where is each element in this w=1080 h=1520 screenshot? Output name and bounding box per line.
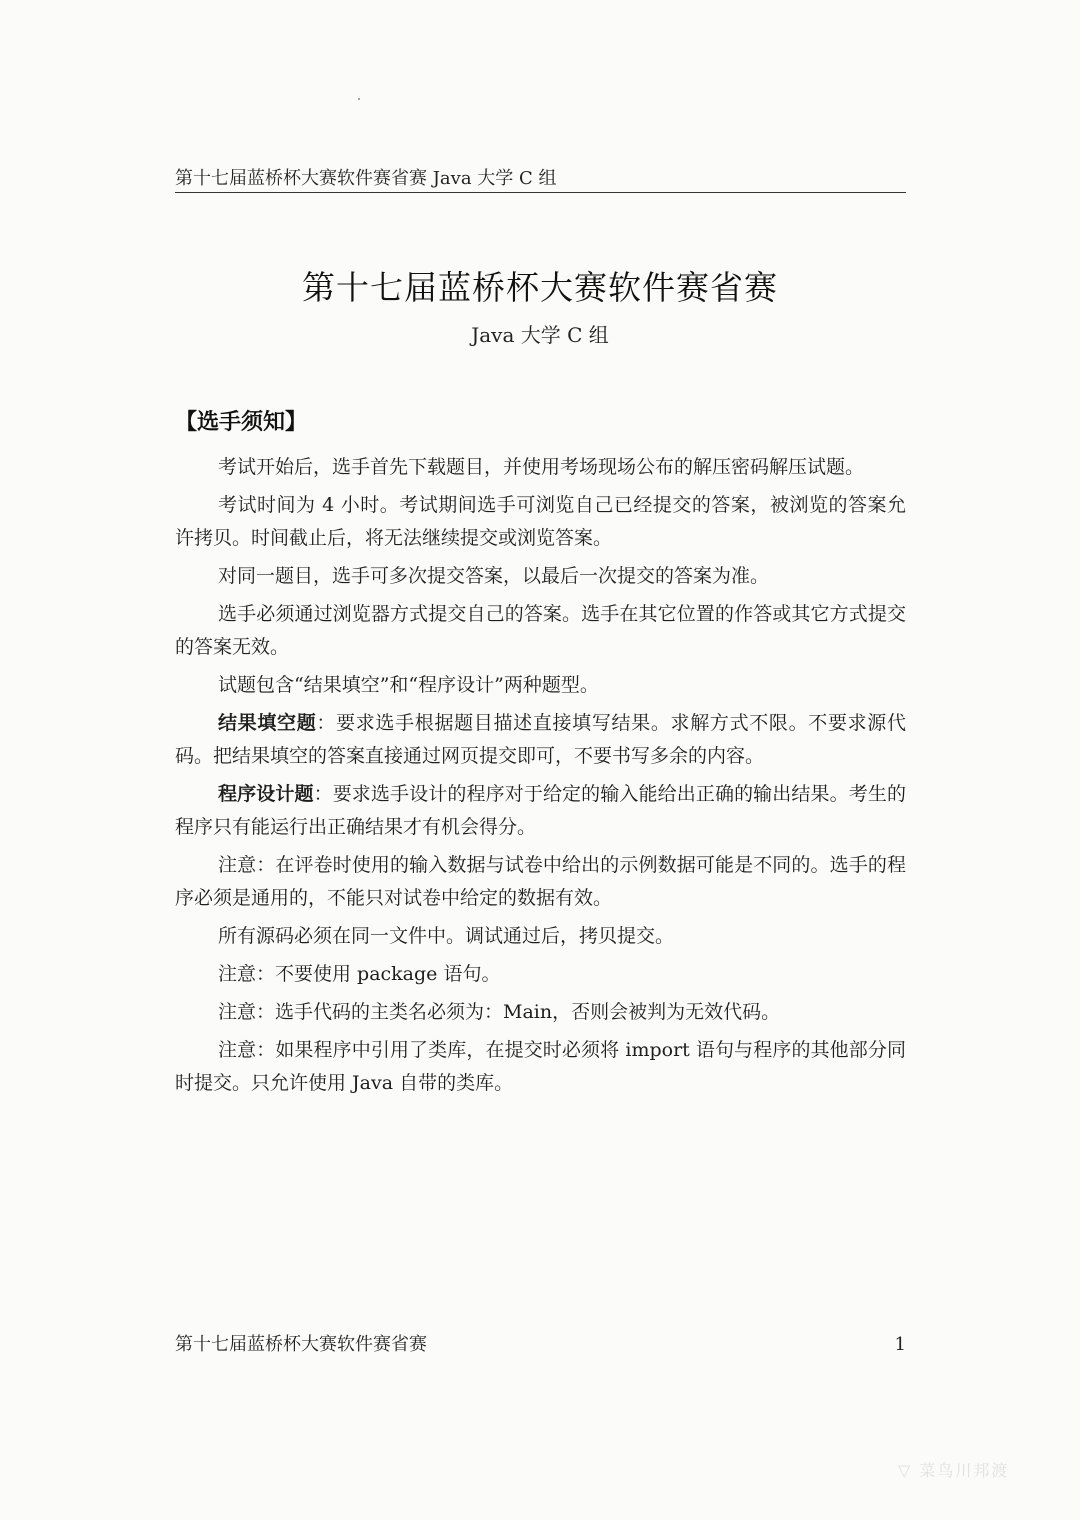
watermark: ▽ 菜鸟川邦渡 <box>898 1461 1010 1480</box>
running-header: 第十七届蓝桥杯大赛软件赛省赛 Java 大学 C 组 <box>175 168 557 189</box>
paragraph <box>175 489 906 555</box>
document-title: 第十七届蓝桥杯大赛软件赛省赛 <box>302 268 778 307</box>
page-number: 1 <box>894 1334 906 1355</box>
paragraph-text: 注意：如果程序中引用了类库，在提交时必须将 import 语句与程序的其他部分同时提交。只允许使用 Java 自带的类库。 <box>175 1039 906 1094</box>
paragraph-text: 试题包含“结果填空”和“程序设计”两种题型。 <box>218 674 599 696</box>
paragraph <box>175 669 906 702</box>
paragraph <box>175 778 906 844</box>
paragraph <box>175 598 906 664</box>
paragraph-lead: 结果填空题 <box>218 712 317 734</box>
paragraph <box>175 1034 906 1100</box>
paragraph-text: 注意：在评卷时使用的输入数据与试卷中给出的示例数据可能是不同的。选手的程序必须是通用的，不能只对试卷中给定的数据有效。 <box>175 854 906 909</box>
paragraph <box>175 920 906 953</box>
instructions-body <box>175 451 906 1105</box>
paragraph <box>175 996 906 1029</box>
paragraph-text: 所有源码必须在同一文件中。调试通过后，拷贝提交。 <box>218 925 675 947</box>
paragraph-text: 考试时间为 4 小时。考试期间选手可浏览自己已经提交的答案，被浏览的答案允许拷贝。时间截止后，将无法继续提交或浏览答案。 <box>175 494 906 549</box>
paragraph-text: ：要求选手根据题目描述直接填写结果。求解方式不限。不要求源代码。把结果填空的答案直接通过网页提交即可，不要书写多余的内容。 <box>175 712 906 767</box>
paragraph-text: 注意：不要使用 package 语句。 <box>218 963 501 985</box>
paragraph-text: 注意：选手代码的主类名必须为：Main，否则会被判为无效代码。 <box>218 1001 781 1023</box>
paragraph <box>175 451 906 484</box>
paragraph-lead: 程序设计题 <box>218 783 314 805</box>
document-subtitle: Java 大学 C 组 <box>471 323 609 347</box>
paragraph <box>175 958 906 991</box>
paragraph-text: 选手必须通过浏览器方式提交自己的答案。选手在其它位置的作答或其它方式提交的答案无效。 <box>175 603 906 658</box>
paragraph <box>175 560 906 593</box>
paragraph-text: 对同一题目，选手可多次提交答案，以最后一次提交的答案为准。 <box>218 565 770 587</box>
paragraph <box>175 849 906 915</box>
paragraph-text: 考试开始后，选手首先下载题目，并使用考场现场公布的解压密码解压试题。 <box>218 456 865 478</box>
paragraph-text: ：要求选手设计的程序对于给定的输入能给出正确的输出结果。考生的程序只有能运行出正确结果才有机会得分。 <box>175 783 906 838</box>
footer-title: 第十七届蓝桥杯大赛软件赛省赛 <box>175 1334 427 1355</box>
paragraph <box>175 707 906 773</box>
section-heading: 【选手须知】 <box>175 410 308 435</box>
header-rule <box>175 192 906 193</box>
scan-speck <box>358 98 360 100</box>
